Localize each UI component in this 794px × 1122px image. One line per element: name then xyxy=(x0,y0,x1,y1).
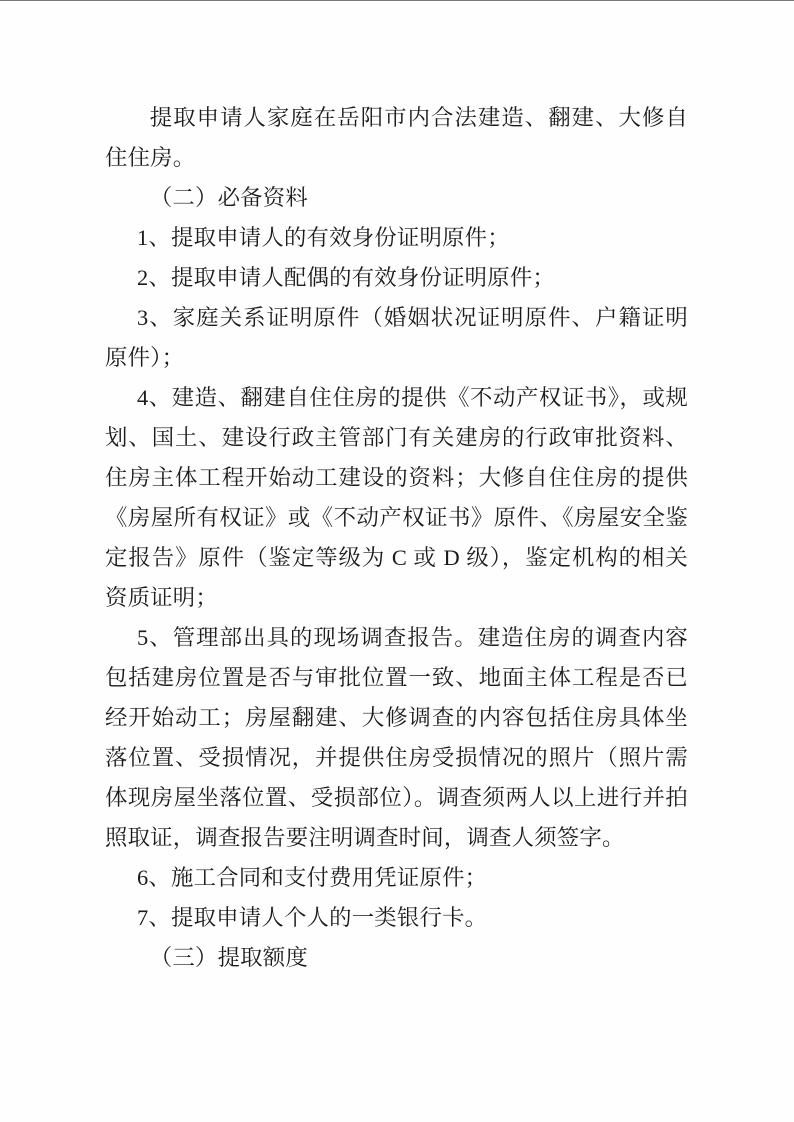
list-item-7: 7、提取申请人个人的一类银行卡。 xyxy=(137,905,488,930)
list-item-3: 3、家庭关系证明原件（婚姻状况证明原件、户籍证明原件）； xyxy=(105,305,688,370)
list-item-5: 5、管理部出具的现场调查报告。建造住房的调查内容包括建房位置是否与审批位置一致、地面主体工程是否已经开始动工；房屋翻建、大修调查的内容包括住房具体坐落位置、受损情况，并提供住房受损情况的照片（照片需体现房屋坐落位置、受损部位）。调查须两人以上进行并拍照取证，调查报告要注明调查时间，调查人须签字。 xyxy=(105,625,688,850)
list-item-2: 2、提取申请人配偶的有效身份证明原件； xyxy=(137,265,556,290)
section-heading-withdrawal-quota: （三）提取额度 xyxy=(149,945,308,970)
section-heading-required-materials: （二）必备资料 xyxy=(149,185,308,210)
list-item-1: 1、提取申请人的有效身份证明原件； xyxy=(137,225,510,250)
list-item-6: 6、施工合同和支付费用凭证原件； xyxy=(137,865,488,890)
list-item-4: 4、建造、翻建自住住房的提供《不动产权证书》，或规划、国土、建设行政主管部门有关建房的行政审批资料、住房主体工程开始动工建设的资料；大修自住住房的提供《房屋所有权证》或《不动产权证书》原件、《房屋安全鉴定报告》原件（鉴定等级为 C 或 D 级），鉴定机构的相关资质证明； xyxy=(105,385,688,610)
paragraph-intro: 提取申请人家庭在岳阳市内合法建造、翻建、大修自住住房。 xyxy=(105,105,688,170)
